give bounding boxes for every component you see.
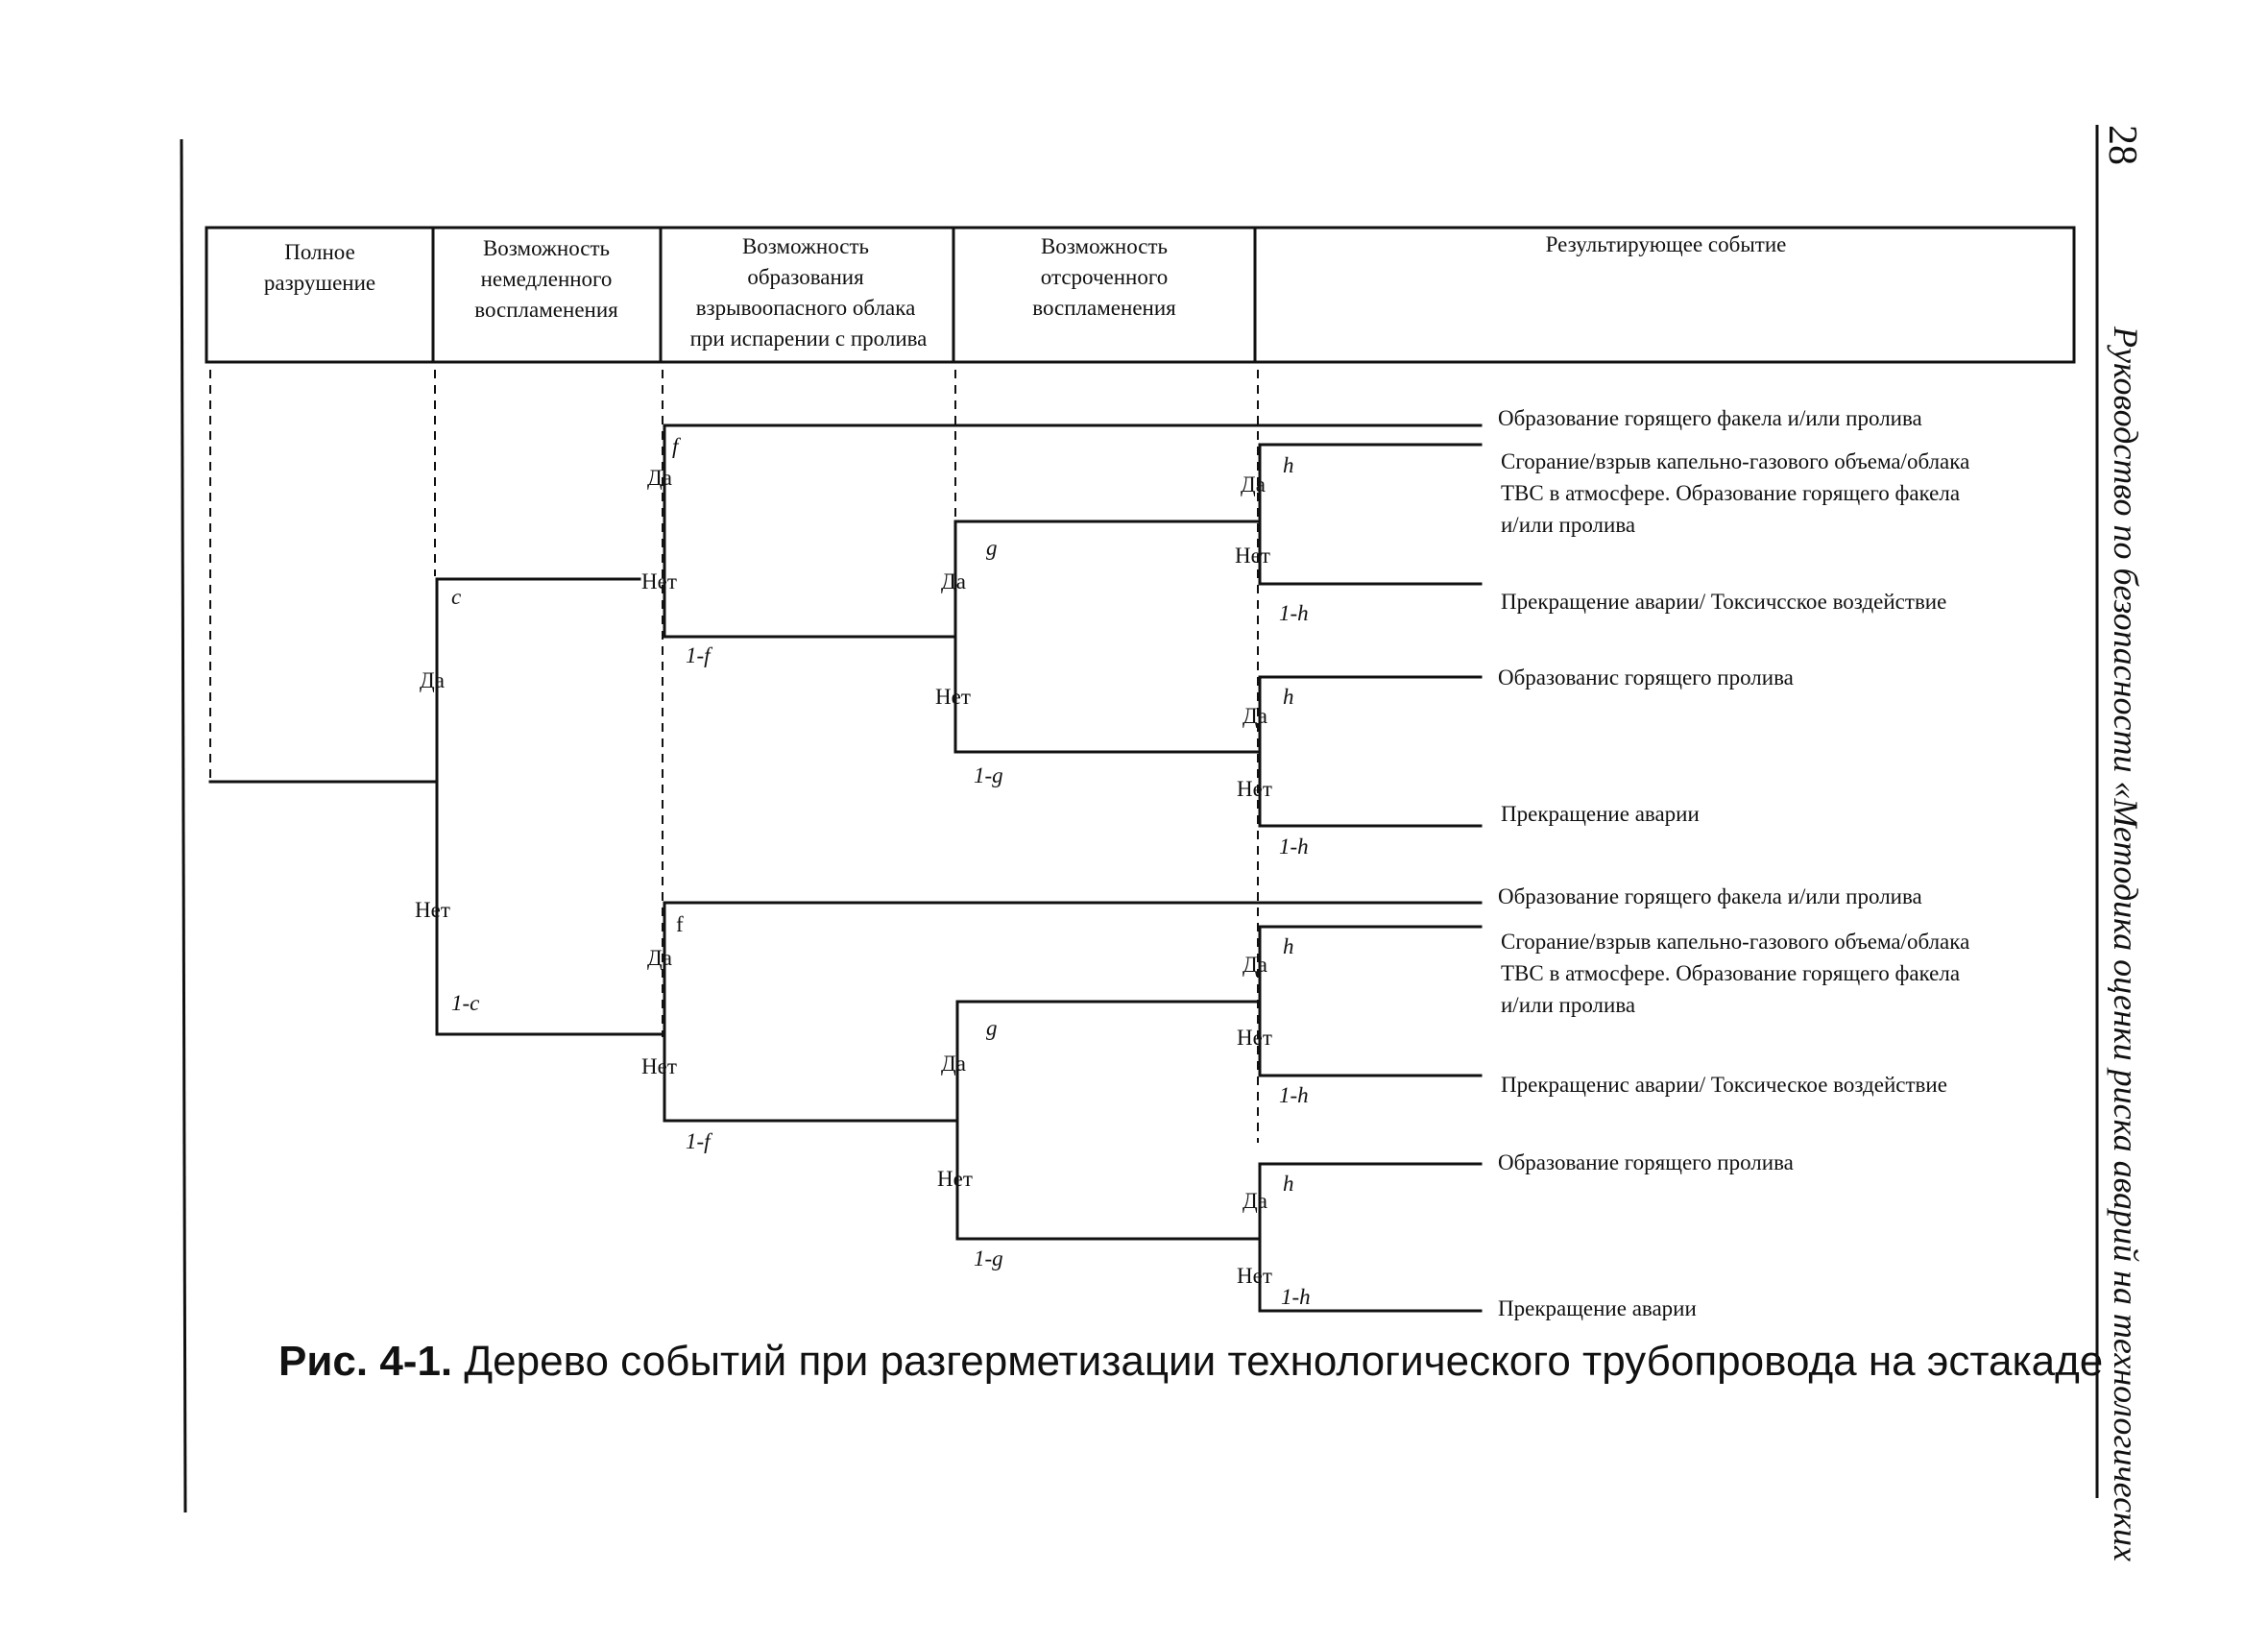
header-col-2-line-3: воспламенения (474, 298, 618, 322)
header-col-3-line-3: взрывоопасного облака (695, 296, 916, 320)
label-no-g-lower: Нет (937, 1167, 973, 1191)
outcome-2-line-2: ТВС в атмосфере. Образование горящего факела (1501, 481, 1961, 505)
label-no-h-4: Нет (1237, 1264, 1272, 1288)
header-col-5-line-1: Результирующее событие (1545, 232, 1787, 256)
branch-labels (415, 434, 1311, 1309)
outcome-3: Прекращение аварии/ Токсичсское воздействие (1501, 590, 1947, 614)
outcome-1: Образование горящего факела и/или пролива (1498, 406, 1922, 430)
label-yes-h-4: Да (1243, 1189, 1267, 1213)
label-not-h-4: 1-h (1281, 1285, 1311, 1309)
label-h-2: h (1283, 685, 1294, 709)
label-h-1: h (1283, 453, 1294, 477)
header-col-4-line-3: воспламенения (1032, 296, 1176, 320)
label-no-h-2: Нет (1237, 777, 1272, 801)
label-no-h-3: Нет (1237, 1026, 1272, 1050)
column-guides (210, 370, 1258, 1143)
header-col-1 (264, 240, 375, 295)
label-yes-h-3: Да (1243, 953, 1267, 977)
label-yes-c: Да (420, 668, 445, 692)
header-col-3-line-2: образования (747, 265, 864, 289)
outcome-2 (1501, 449, 1969, 537)
label-g-lower: g (986, 1016, 998, 1040)
outcome-10: Прекращение аварии (1498, 1296, 1697, 1320)
label-yes-h-2: Да (1243, 704, 1267, 728)
label-no-f-upper: Нет (641, 569, 677, 593)
page-number (2100, 125, 2144, 165)
label-no-g-upper: Нет (935, 685, 971, 709)
left-margin-rule (181, 139, 185, 1512)
header-col-5 (1546, 232, 1787, 256)
label-not-f-lower: 1-f (686, 1129, 711, 1153)
label-not-g-lower: 1-g (974, 1246, 1003, 1270)
label-not-h-3: 1-h (1279, 1083, 1309, 1107)
label-yes-f-upper: Да (647, 466, 672, 490)
figure-caption-number: Рис. 4-1. (278, 1338, 453, 1385)
header-col-1-line-1: Полное (284, 240, 355, 264)
header-col-3-line-1: Возможность (741, 234, 870, 258)
label-not-h-1: 1-h (1279, 601, 1309, 625)
label-not-f-upper: 1-f (686, 643, 711, 667)
outcome-list (1498, 406, 1969, 1320)
label-h-4: h (1283, 1172, 1294, 1196)
outcome-9: Образование горящего пролива (1498, 1150, 1794, 1174)
label-not-h-2: 1-h (1279, 835, 1309, 859)
page-number-text: 28 (2100, 125, 2144, 165)
label-f-lower: f (676, 912, 684, 936)
figure-caption-text: Дерево событий при разгерметизации технологического трубопровода на эстакаде (452, 1338, 2104, 1385)
outcome-2-line-3: и/или пролива (1501, 513, 1636, 537)
label-no-f-lower: Нет (641, 1054, 677, 1078)
header-col-4 (1032, 234, 1176, 320)
outcome-4: Образованис горящего пролива (1498, 665, 1794, 689)
header-col-1-line-2: разрушение (263, 271, 376, 295)
running-header-text: Руководство по безопасности «Методика оценки риска аварий на технологических (2107, 327, 2145, 1561)
label-f-upper: f (672, 434, 679, 458)
outcome-7-line-1: Сгорание/взрыв капельно-газового объема/облака (1501, 930, 1970, 954)
label-yes-h-1: Да (1241, 472, 1266, 496)
label-not-c: 1-c (451, 991, 480, 1015)
outcome-7-line-3: и/или пролива (1501, 993, 1636, 1017)
outcome-7 (1501, 930, 1969, 1017)
header-col-3 (690, 234, 928, 351)
header-col-4-line-2: отсроченного (1040, 265, 1169, 289)
figure-caption (278, 1338, 2103, 1385)
label-no-c: Нет (415, 898, 450, 922)
outcome-5: Прекращение аварии (1501, 802, 1700, 826)
header-col-2 (474, 236, 618, 322)
outcome-8: Прекращенис аварии/ Токсическое воздействие (1501, 1073, 1947, 1097)
label-yes-g-upper: Да (941, 569, 966, 593)
label-no-h-1: Нет (1235, 544, 1270, 568)
header-col-4-line-1: Возможность (1040, 234, 1169, 258)
label-not-g-upper: 1-g (974, 763, 1003, 787)
outcome-7-line-2: ТВС в атмосфере. Образование горящего факела (1501, 961, 1961, 985)
outcome-2-line-1: Сгорание/взрыв капельно-газового объема/облака (1501, 449, 1970, 473)
label-g-upper: g (986, 536, 998, 560)
label-h-3: h (1283, 934, 1294, 958)
label-c: c (451, 585, 462, 609)
header-col-2-line-1: Возможность (482, 236, 611, 260)
label-yes-f-lower: Да (647, 946, 672, 970)
outcome-6: Образование горящего факела и/или пролива (1498, 884, 1922, 908)
header-col-3-line-4: при испарении с пролива (689, 327, 928, 351)
running-header (2107, 326, 2145, 1561)
header-col-2-line-2: немедленного (480, 267, 613, 291)
label-yes-g-lower: Да (941, 1052, 966, 1076)
